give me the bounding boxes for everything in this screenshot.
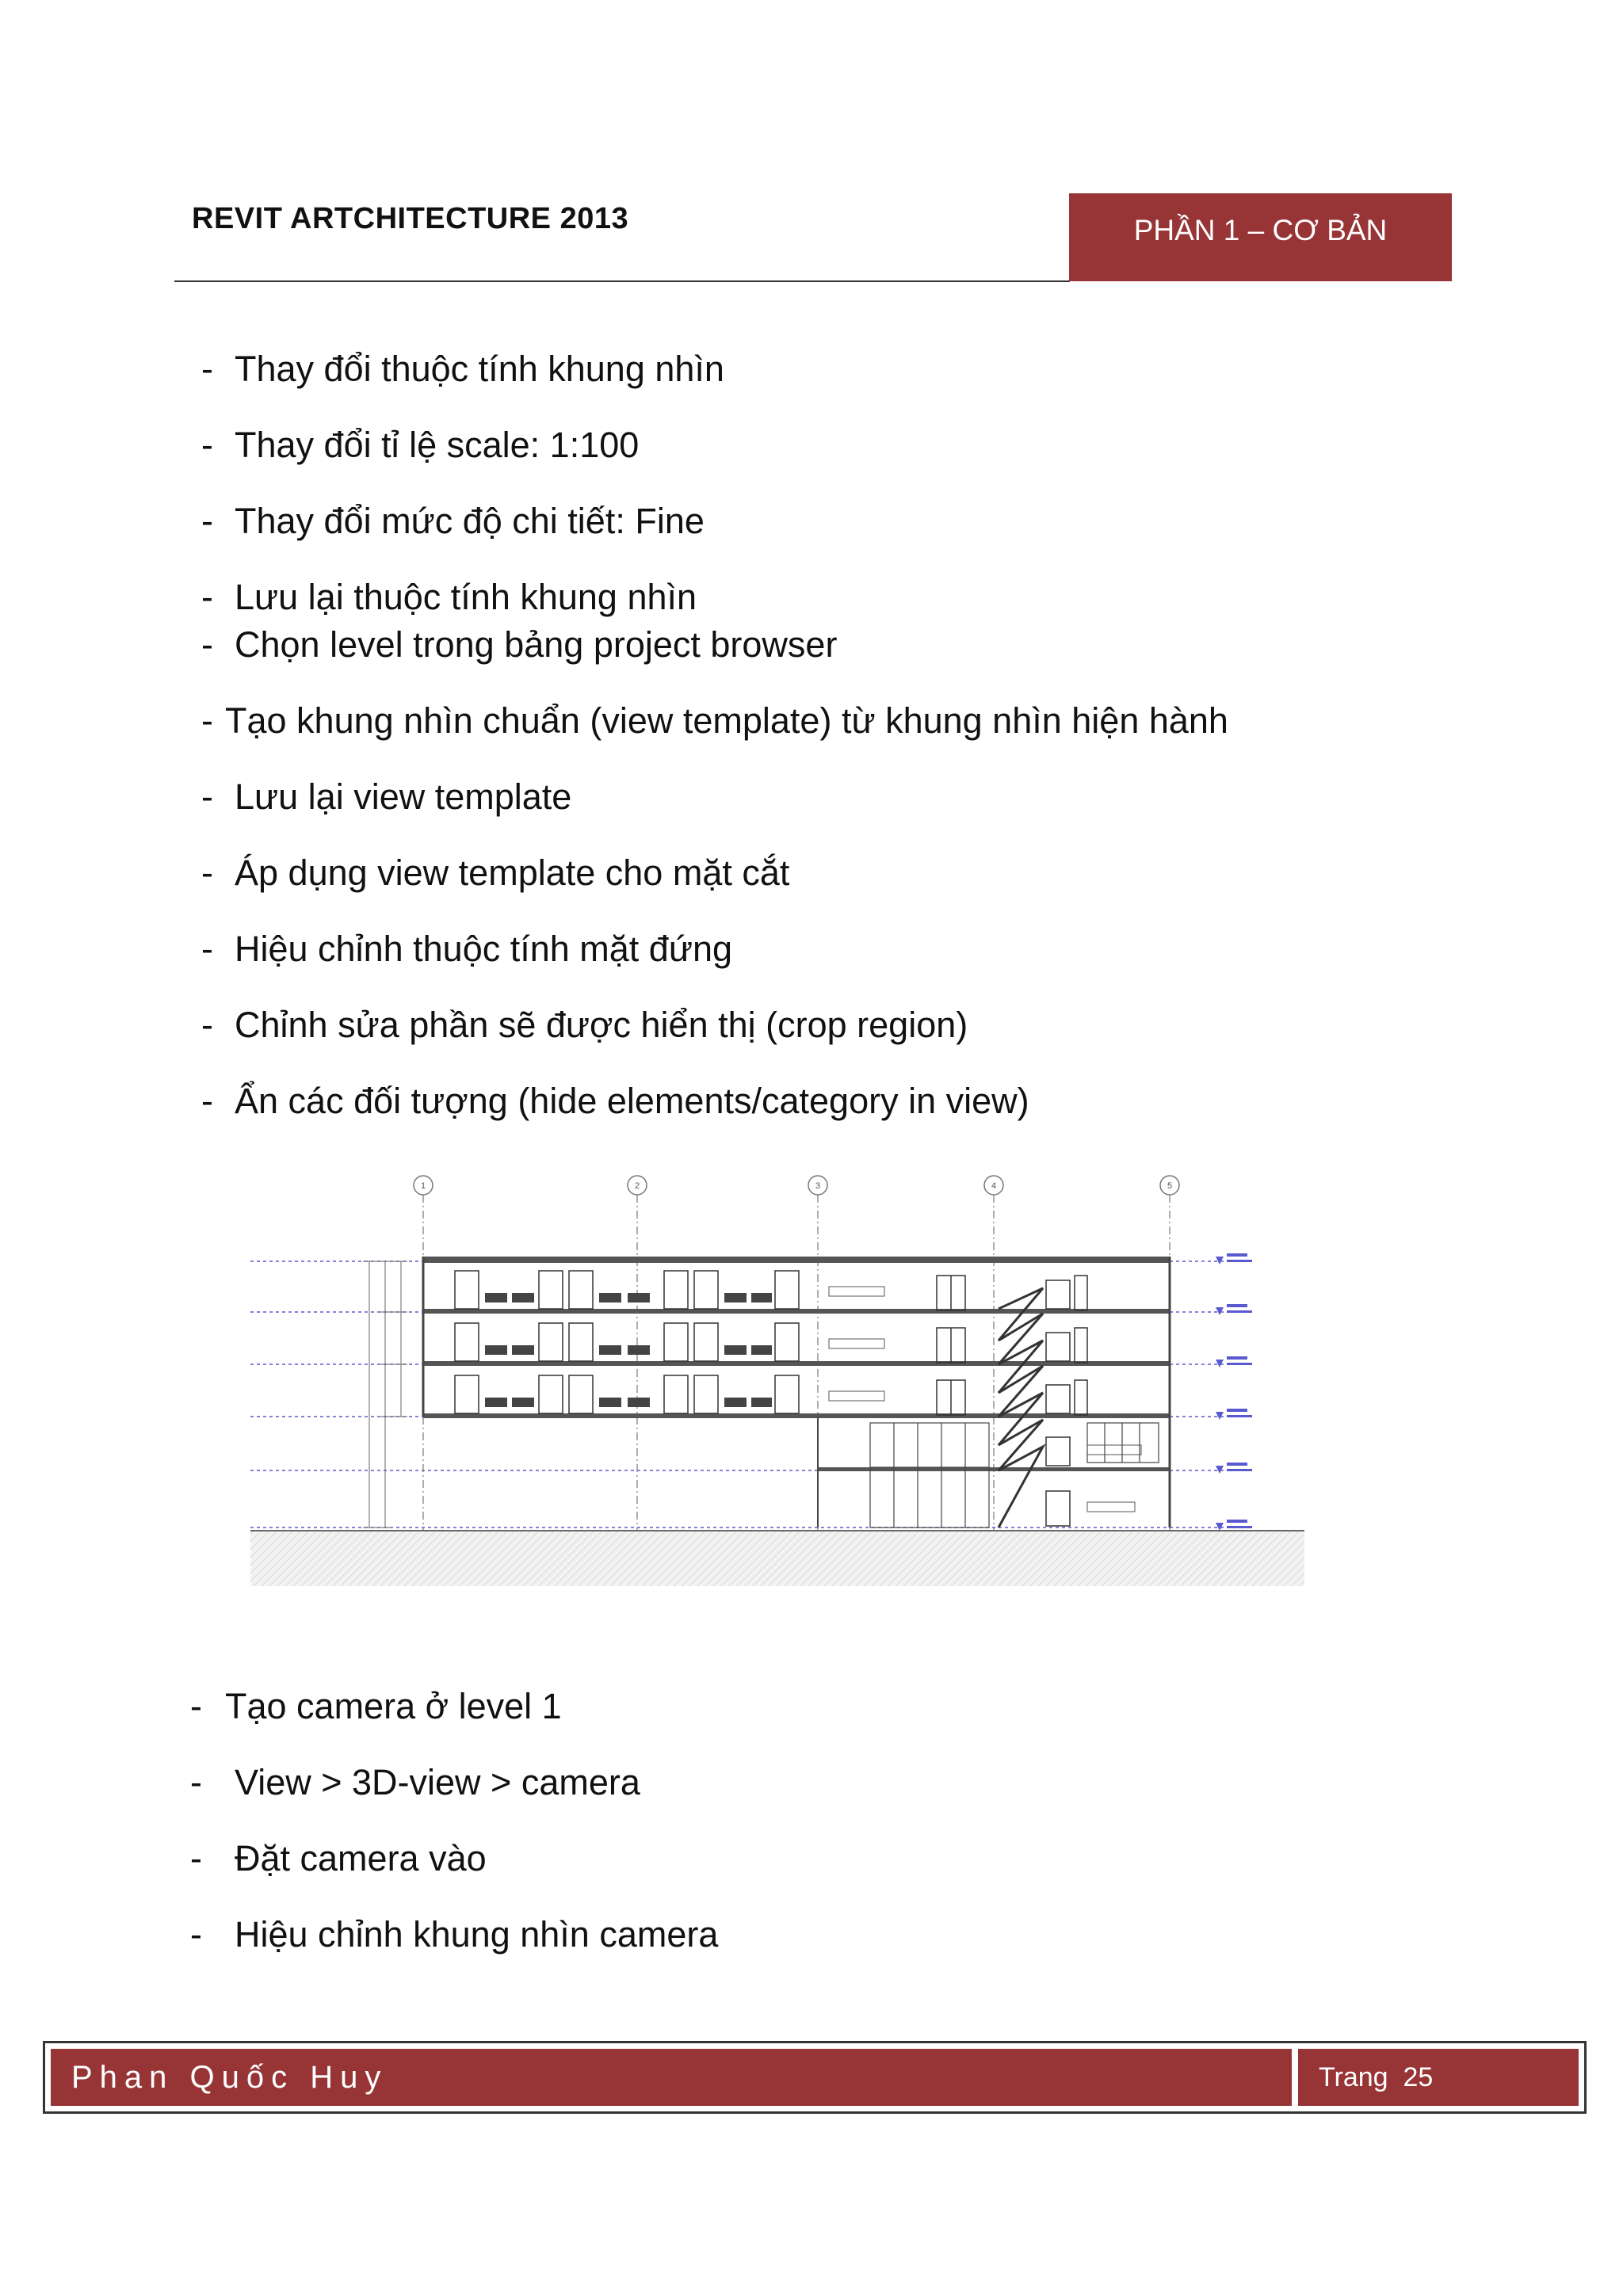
bullet-text: Chọn level trong bảng project browser — [235, 624, 838, 665]
bullet-dash: - — [201, 624, 213, 665]
footer-page-box — [1298, 2049, 1579, 2106]
grid-bubbles — [414, 1176, 1179, 1195]
ground-hatch — [250, 1531, 1304, 1586]
grid-label: 5 — [1167, 1181, 1173, 1191]
bullet-dash: - — [201, 577, 213, 617]
header-divider — [174, 280, 1070, 282]
bullet-dash: - — [190, 1914, 202, 1955]
bullet-dash: - — [201, 1005, 213, 1045]
bullet-text: Tạo khung nhìn chuẩn (view template) từ khung nhìn hiện hành — [225, 700, 1228, 741]
bullet-dash: - — [201, 425, 213, 465]
bullet-text: Lưu lại view template — [235, 776, 572, 817]
bullet-text: View > 3D-view > camera — [235, 1762, 640, 1802]
bullet-dash: - — [201, 852, 213, 893]
bullet-text: Thay đổi thuộc tính khung nhìn — [235, 349, 724, 389]
bullet-text: Hiệu chỉnh khung nhìn camera — [235, 1914, 719, 1955]
bullet-dash: - — [190, 1762, 202, 1802]
section-badge — [1069, 193, 1452, 281]
footer-author-bar — [51, 2049, 1292, 2106]
section-badge-label: PHẦN 1 – CƠ BẢN — [1133, 213, 1388, 246]
bullet-text: Áp dụng view template cho mặt cắt — [235, 852, 790, 893]
bullet-text: Lưu lại thuộc tính khung nhìn — [235, 577, 697, 617]
bullet-dash: - — [201, 501, 213, 541]
bullet-text: Hiệu chỉnh thuộc tính mặt đứng — [235, 929, 733, 969]
bullet-text: Thay đổi tỉ lệ scale: 1:100 — [235, 425, 640, 465]
grid-label: 2 — [634, 1181, 640, 1191]
bullet-text: Tạo camera ở level 1 — [225, 1686, 562, 1726]
bullet-dash: - — [201, 776, 213, 817]
bullet-text: Chỉnh sửa phần sẽ được hiển thị (crop region) — [235, 1005, 968, 1045]
grid-label: 1 — [420, 1181, 426, 1191]
building-section — [423, 1257, 1170, 1527]
bullet-dash: - — [201, 700, 213, 741]
grid-label: 4 — [991, 1181, 997, 1191]
document-header-title: REVIT ARTCHITECTURE 2013 — [192, 202, 629, 235]
bullet-dash: - — [190, 1838, 202, 1878]
grid-label: 3 — [815, 1181, 821, 1191]
footer-author: Phan Quốc Huy — [71, 2059, 388, 2095]
bullet-dash: - — [190, 1686, 202, 1726]
bullet-dash: - — [201, 929, 213, 969]
dimension-strings — [363, 1261, 407, 1527]
bullet-text: Đặt camera vào — [235, 1838, 487, 1878]
level-markers — [1216, 1253, 1252, 1531]
bullet-dash: - — [201, 349, 213, 389]
section-drawing — [250, 1169, 1312, 1589]
page-number: Trang 25 — [1319, 2061, 1434, 2092]
bullet-text: Thay đổi mức độ chi tiết: Fine — [235, 501, 705, 541]
stair — [999, 1288, 1043, 1527]
bullet-text: Ẩn các đối tượng (hide elements/category in view) — [235, 1081, 1029, 1121]
bullet-dash: - — [201, 1081, 213, 1121]
